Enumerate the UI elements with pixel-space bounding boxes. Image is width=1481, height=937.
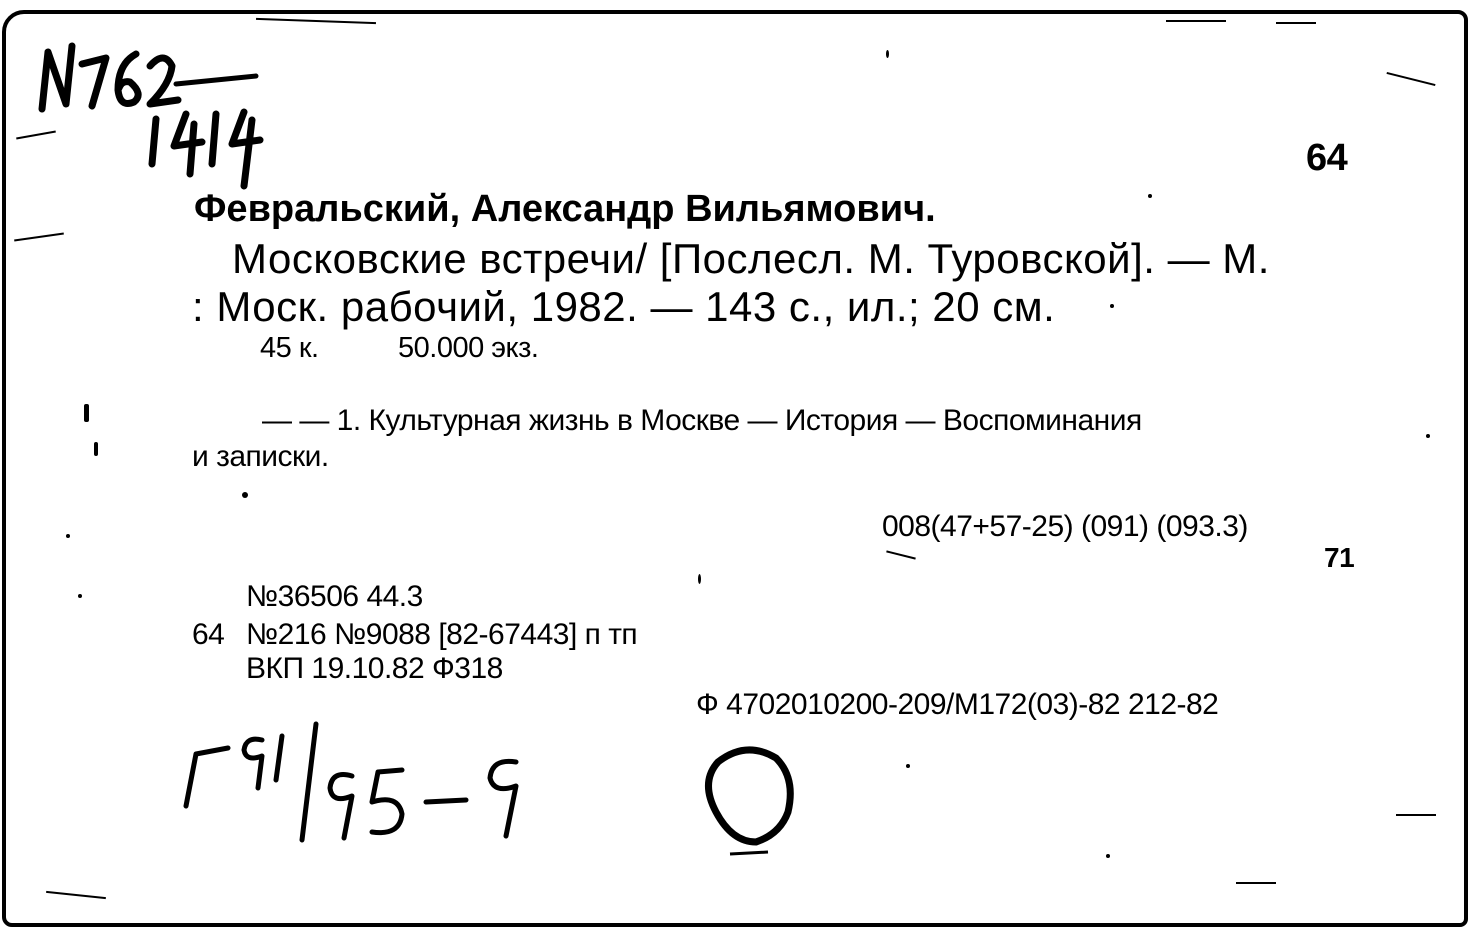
print-run: 50.000 экз. [398, 332, 539, 364]
registration-line-2: №216 №9088 [82-67443] п тп [246, 618, 638, 651]
scan-noise-speck [66, 534, 70, 538]
scan-noise-dash [1276, 22, 1316, 24]
scan-noise-speck [1110, 304, 1114, 308]
classification-index: 008(47+57-25) (091) (093.3) [882, 510, 1248, 543]
catalog-card [2, 10, 1468, 927]
scan-noise-speck [1106, 854, 1110, 858]
title-line-2: : Моск. рабочий, 1982. — 143 с., ил.; 20 см. [192, 283, 1056, 330]
scan-noise-speck [78, 594, 82, 598]
title-line-1: Московские встречи/ [Послесл. М. Туровской]. — М. [232, 235, 1270, 282]
scan-noise-speck [242, 492, 248, 498]
registration-line-1: №36506 44.3 [246, 580, 423, 613]
scan-noise-speck [84, 404, 89, 422]
scan-noise-speck [906, 764, 910, 768]
subject-line-1: — — 1. Культурная жизнь в Москве — История — Воспоминания [262, 404, 1142, 437]
scan-noise-dash [1396, 814, 1436, 816]
registration-prefix: 64 [192, 618, 225, 651]
registration-line-3: ВКП 19.10.82 Ф318 [246, 652, 503, 685]
scan-noise-dash [14, 233, 64, 242]
scan-noise-speck [886, 50, 889, 58]
scan-noise-dash [886, 550, 916, 559]
scan-noise-dash [1166, 20, 1226, 22]
price: 45 к. [260, 332, 319, 364]
hand-drawn-circle-mark [696, 742, 806, 872]
scan-noise-dash [46, 891, 106, 899]
scan-noise-speck [1426, 434, 1430, 438]
scan-noise-speck [698, 574, 701, 584]
scan-noise-dash [1387, 72, 1436, 86]
subject-line-2: и записки. [192, 440, 329, 473]
handwritten-inventory-number [26, 24, 286, 194]
scan-noise-dash [1236, 882, 1276, 884]
corner-number: 64 [1306, 137, 1348, 179]
classification-sub: 71 [1324, 542, 1355, 573]
scan-noise-speck [94, 442, 98, 456]
handwritten-shelf-mark [176, 714, 556, 864]
author-heading: Февральский, Александр Вильямович. [194, 188, 936, 230]
scan-noise-speck [1148, 194, 1152, 198]
f-code: Ф 4702010200-209/М172(03)-82 212-82 [696, 688, 1219, 721]
